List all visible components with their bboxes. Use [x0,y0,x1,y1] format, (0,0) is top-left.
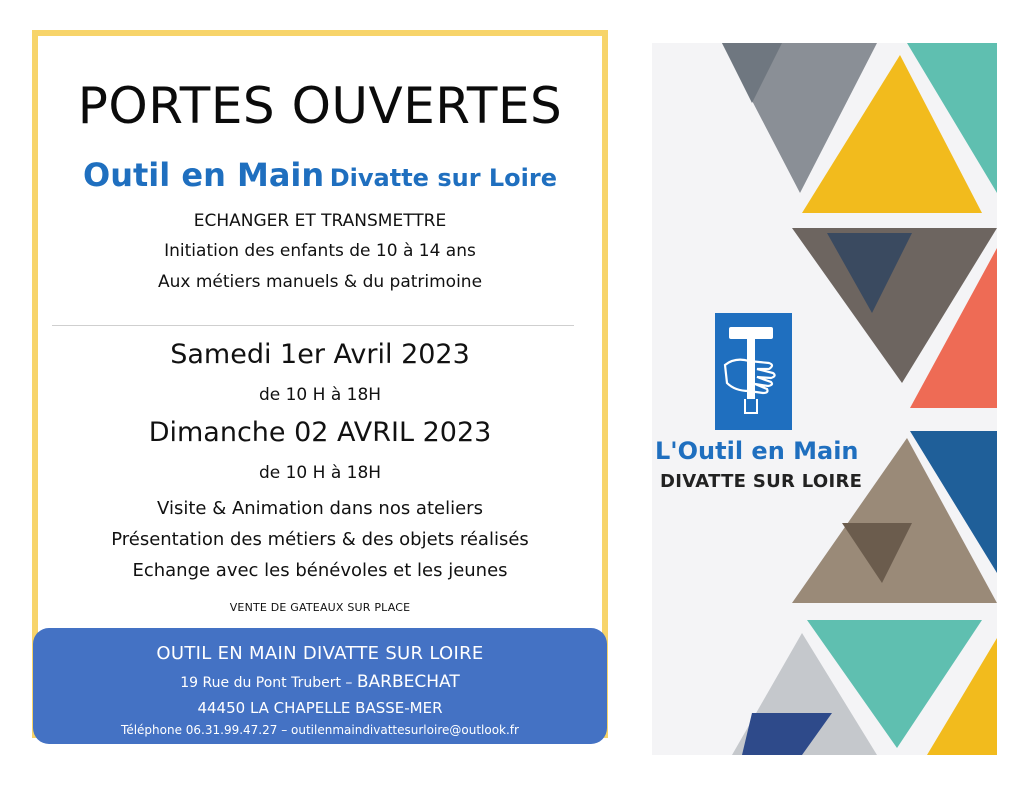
brand-location: DIVATTE SUR LOIRE [660,471,863,492]
initiation-text: Initiation des enfants de 10 à 14 ans [164,241,476,261]
date-sunday: Dimanche 02 AVRIL 2023 [148,417,492,448]
street-text: 19 Rue du Pont Trubert – [180,675,353,691]
cake-sale-note: VENTE DE GATEAUX SUR PLACE [229,601,411,614]
hours-sunday: de 10 H à 18H [258,463,382,483]
street-locality: BARBECHAT [356,672,460,692]
tagline: ECHANGER ET TRANSMETTRE [193,211,447,231]
date-saturday: Samedi 1er Avril 2023 [170,339,470,370]
activity-exchange: Echange avec les bénévoles et les jeunes [132,560,508,581]
flyer [32,30,608,738]
contact-city: 44450 LA CHAPELLE BASSE-MER [197,699,443,717]
triangle-mosaic [652,43,997,755]
hours-saturday: de 10 H à 18H [258,385,382,405]
contact-street [33,670,607,695]
flyer-title: PORTES OUVERTES [77,77,563,135]
brand-name: L'Outil en Main [655,437,859,465]
flyer-subtitle [38,154,602,202]
subtitle-sub: Divatte sur Loire [329,164,557,192]
activity-presentation: Présentation des métiers & des objets réalisés [111,529,529,550]
contact-name: OUTIL EN MAIN DIVATTE SUR LOIRE [156,643,484,664]
metiers-text: Aux métiers manuels & du patrimoine [157,272,483,292]
hand-hammer-icon [715,313,792,430]
contact-box [33,628,607,744]
activity-visit: Visite & Animation dans nos ateliers [157,498,483,519]
contact-phone-email: Téléphone 06.31.99.47.27 – outilenmaindivattesurloire@outlook.fr [121,723,519,737]
subtitle-main: Outil en Main [83,156,325,194]
brand-panel [652,43,997,755]
outil-en-main-logo [715,313,792,430]
divider [52,325,574,326]
